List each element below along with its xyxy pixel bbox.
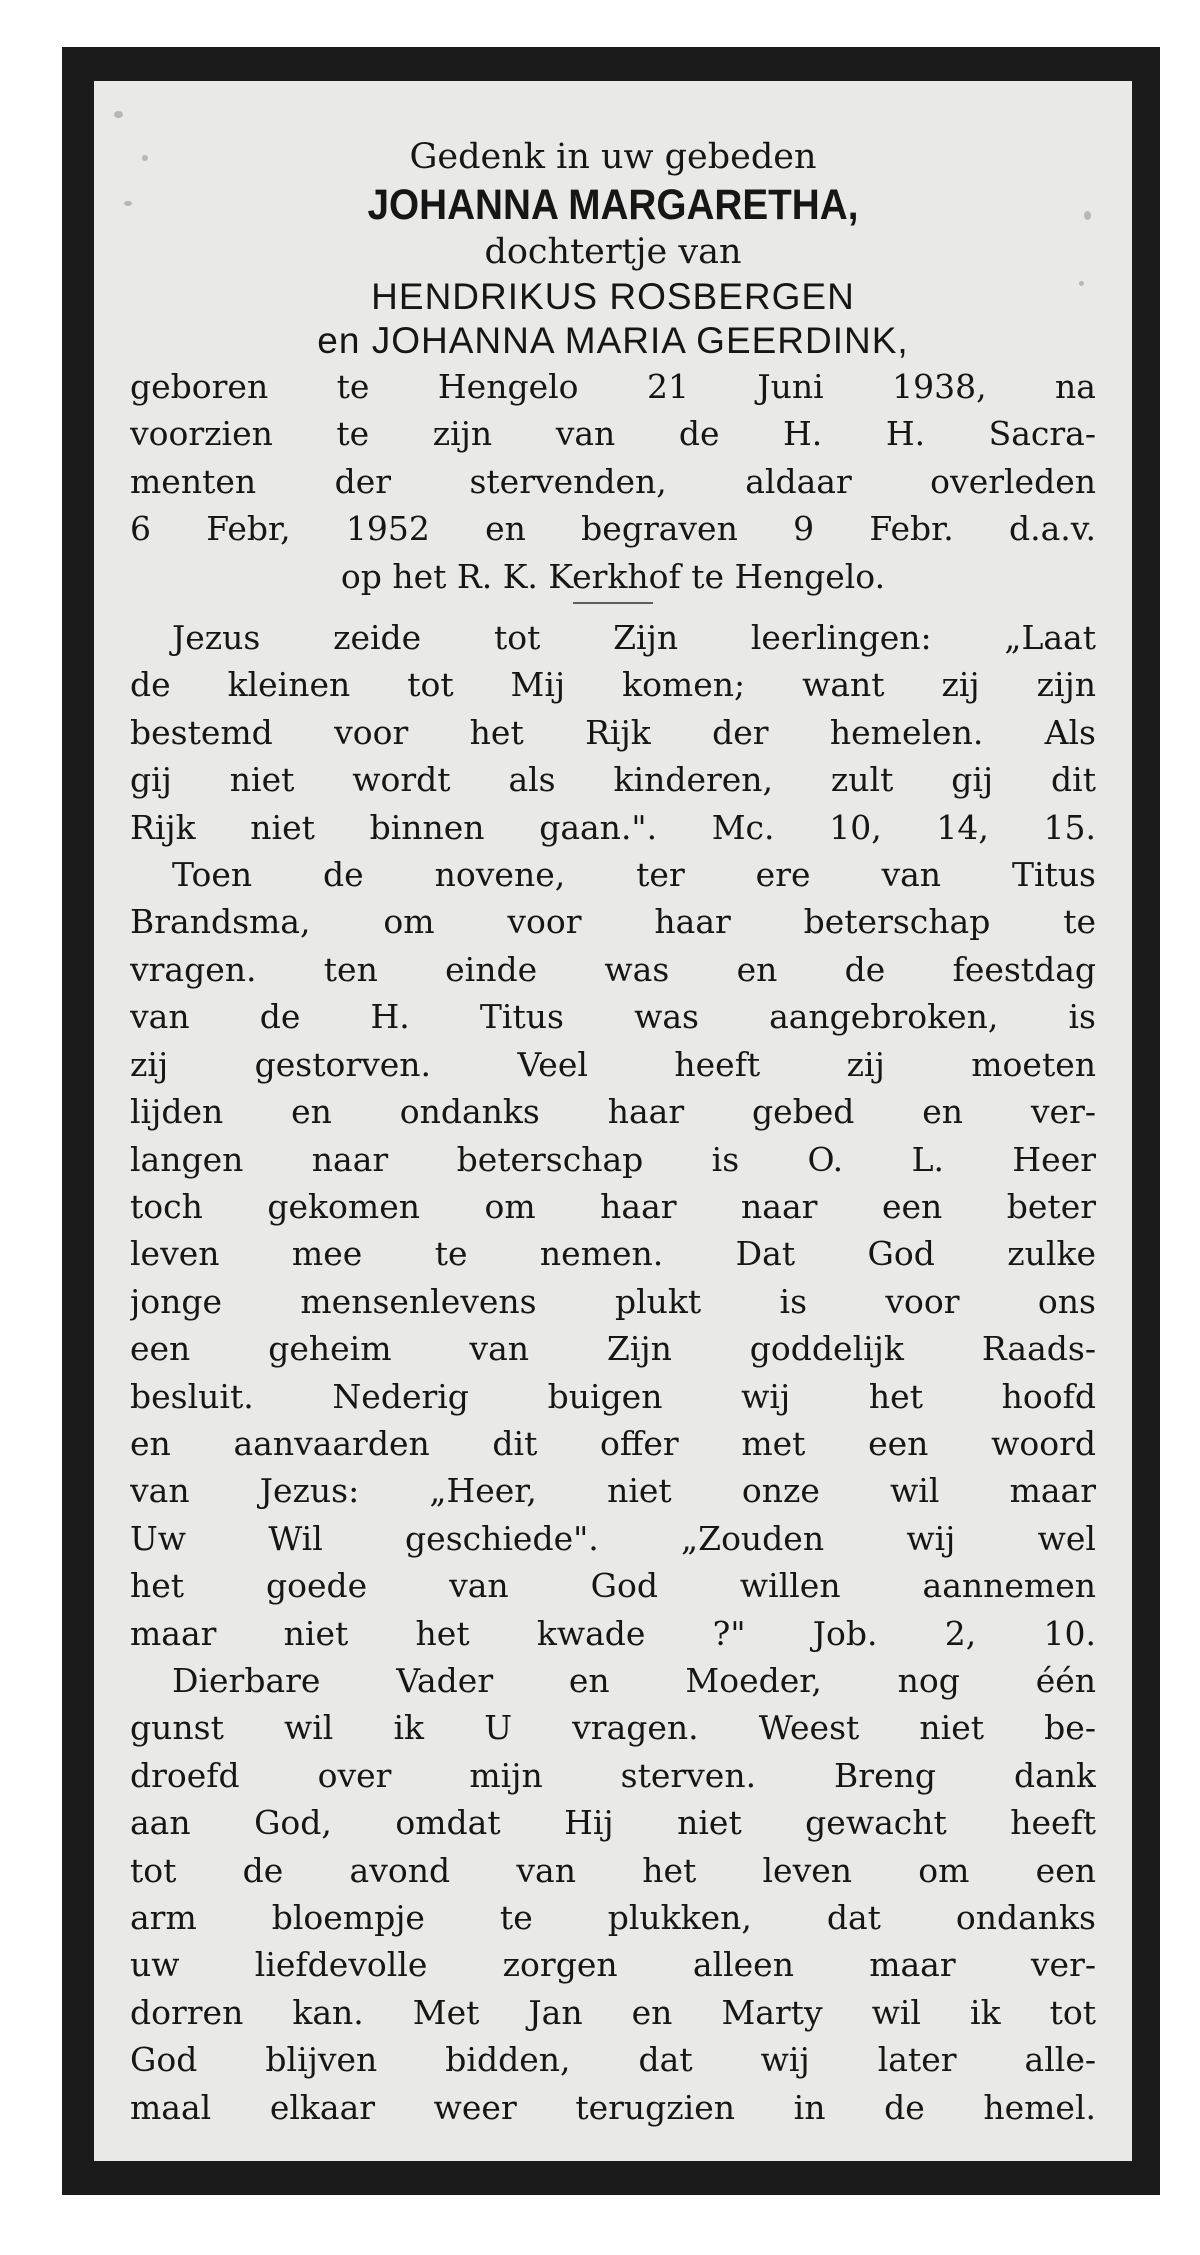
body-line: jonge mensenlevens plukt is voor ons — [130, 1281, 1096, 1321]
body-line: leven mee te nemen. Dat God zulke — [130, 1234, 1096, 1274]
body-line: droefd over mijn sterven. Breng dank — [130, 1755, 1096, 1795]
bio-line: menten der stervenden, aldaar overleden — [130, 461, 1096, 501]
body-line: Dierbare Vader en Moeder, nog één — [172, 1660, 1096, 1700]
paper-speck — [1084, 211, 1091, 220]
body-line: Brandsma, om voor haar beterschap te — [130, 902, 1096, 942]
card-paper — [94, 81, 1132, 2161]
deceased-name: JOHANNA MARGARETHA, — [367, 181, 859, 229]
body-line: maal elkaar weer terugzien in de hemel. — [130, 2087, 1096, 2127]
body-line: en aanvaarden dit offer met een woord — [130, 1423, 1096, 1463]
body-line: lijden en ondanks haar gebed en ver- — [130, 1092, 1096, 1132]
body-line: bestemd voor het Rijk der hemelen. Als — [130, 712, 1096, 752]
paper-speck — [1079, 281, 1084, 286]
paper-speck — [124, 201, 132, 206]
body-line: zij gestorven. Veel heeft zij moeten — [130, 1044, 1096, 1084]
body-line: Toen de novene, ter ere van Titus — [172, 855, 1096, 895]
body-line: van de H. Titus was aangebroken, is — [130, 997, 1096, 1037]
body-line: gij niet wordt als kinderen, zult gij dit — [130, 760, 1096, 800]
body-line: Jezus zeide tot Zijn leerlingen: „Laat — [172, 618, 1096, 658]
body-line: maar niet het kwade ?" Job. 2, 10. — [130, 1613, 1096, 1653]
body-line: uw liefdevolle zorgen alleen maar ver- — [130, 1945, 1096, 1985]
body-line: vragen. ten einde was en de feestdag — [130, 949, 1096, 989]
relation-text: dochtertje van — [484, 232, 742, 272]
body-line: Rijk niet binnen gaan.". Mc. 10, 14, 15. — [130, 807, 1096, 847]
paper-speck — [142, 155, 148, 161]
body-line: een geheim van Zijn goddelijk Raads- — [130, 1329, 1096, 1369]
body-line: arm bloempje te plukken, dat ondanks — [130, 1898, 1096, 1937]
body-line: van Jezus: „Heer, niet onze wil maar — [130, 1471, 1096, 1511]
bio-line: 6 Febr, 1952 en begraven 9 Febr. d.a.v. — [130, 509, 1096, 549]
body-line: tot de avond van het leven om een — [130, 1850, 1096, 1890]
body-line: God blijven bidden, dat wij later alle- — [130, 2040, 1096, 2080]
body-line: Uw Wil geschiede". „Zouden wij wel — [130, 1518, 1096, 1558]
memorial-card — [62, 47, 1160, 2195]
body-line: aan God, omdat Hij niet gewacht heeft — [130, 1803, 1096, 1843]
divider-rule — [573, 602, 653, 604]
bio-paragraph — [130, 363, 1096, 600]
body-text — [130, 614, 1096, 2131]
bio-line: op het R. K. Kerkhof te Hengelo. — [340, 556, 886, 596]
body-line: gunst wil ik U vragen. Weest niet be- — [130, 1708, 1096, 1748]
bio-line: geboren te Hengelo 21 Juni 1938, na — [130, 367, 1096, 406]
body-line: het goede van God willen aannemen — [130, 1566, 1096, 1606]
remember-heading: Gedenk in uw gebeden — [409, 137, 817, 177]
body-line: toch gekomen om haar naar een beter — [130, 1186, 1096, 1226]
mother-name: en JOHANNA MARIA GEERDINK, — [317, 320, 909, 361]
father-name: HENDRIKUS ROSBERGEN — [371, 276, 855, 317]
paper-speck — [114, 111, 123, 118]
body-line: langen naar beterschap is O. L. Heer — [130, 1139, 1096, 1179]
bio-line: voorzien te zijn van de H. H. Sacra- — [130, 414, 1096, 454]
body-line: de kleinen tot Mij komen; want zij zijn — [130, 665, 1096, 705]
body-line: besluit. Nederig buigen wij het hoofd — [130, 1376, 1096, 1416]
body-line: dorren kan. Met Jan en Marty wil ik tot — [130, 1992, 1096, 2032]
